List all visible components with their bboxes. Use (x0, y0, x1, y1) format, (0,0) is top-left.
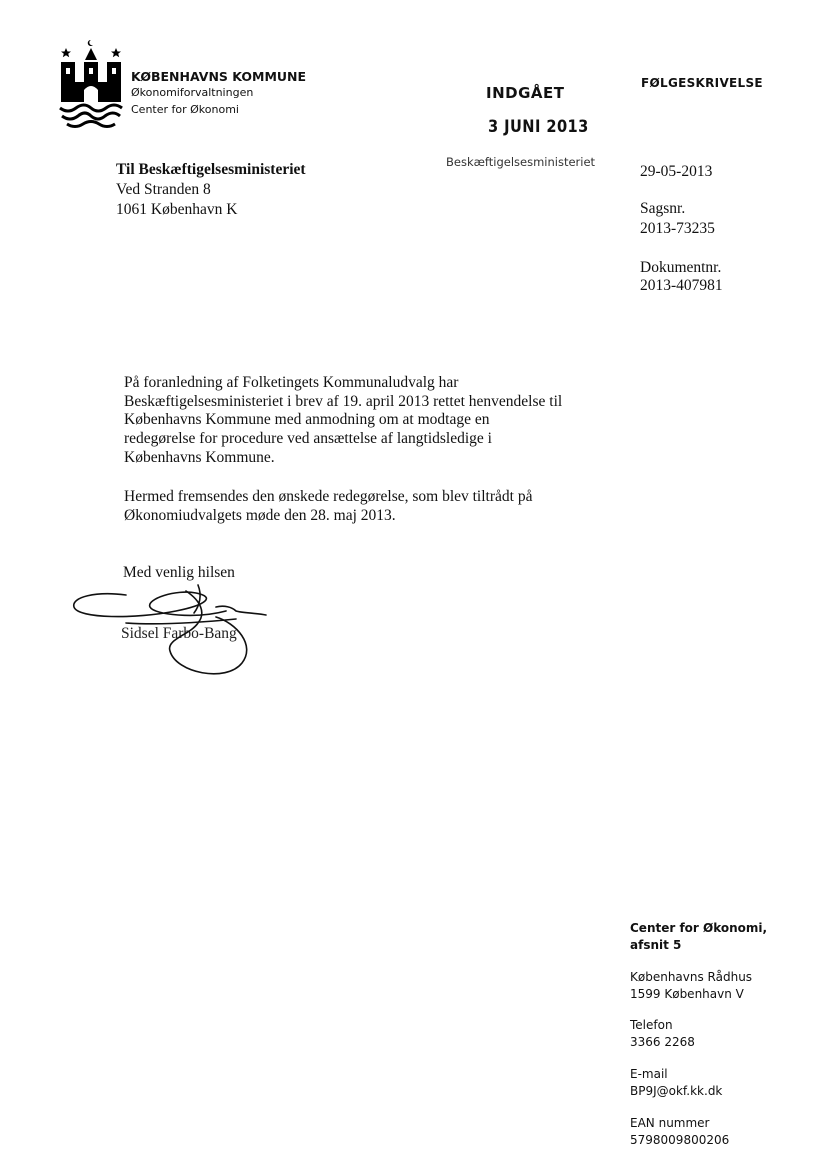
footer-email-value: BP9J@okf.kk.dk (630, 1083, 723, 1098)
footer-email-label: E-mail (630, 1067, 668, 1081)
body-line: Økonomiudvalgets møde den 28. maj 2013. (124, 506, 396, 524)
signer-name: Sidsel Farbo-Bang (121, 625, 237, 642)
footer-title-line: afsnit 5 (630, 937, 682, 952)
body-line: Beskæftigelsesministeriet i brev af 19. april 2013 rettet henvendelse til (124, 392, 563, 410)
received-stamp-ministry: Beskæftigelsesministeriet (446, 155, 596, 169)
footer-address (630, 969, 752, 1002)
case-number-value: 2013-73235 (640, 220, 715, 237)
letter-date: 29-05-2013 (640, 163, 713, 180)
body-line: Københavns Kommune. (124, 448, 275, 466)
document-number-value: 2013-407981 (640, 277, 723, 294)
body-paragraph-1 (124, 374, 562, 468)
body-line: redegørelse for procedure ved ansættelse af langtidsledige i (124, 430, 492, 448)
body-line: På foranledning af Folketingets Kommunaludvalg har (124, 374, 459, 391)
footer-phone-label: Telefon (630, 1018, 673, 1032)
received-stamp-label: INDGÅET (486, 84, 565, 102)
body-line: Hermed fremsendes den ønskede redegørelse, som blev tiltrådt på (124, 488, 533, 505)
footer-ean-value: 5798009800206 (630, 1132, 730, 1147)
footer-phone (630, 1017, 695, 1050)
organization-department: Økonomiforvaltningen (131, 86, 254, 99)
recipient-name: Til Beskæftigelsesministeriet (116, 161, 306, 178)
organization-name: KØBENHAVNS KOMMUNE (131, 69, 307, 84)
footer-department (630, 920, 767, 953)
received-stamp-date: 3 JUNI 2013 (488, 117, 589, 137)
document-type-heading: FØLGESKRIVELSE (641, 76, 763, 90)
recipient-city: 1061 København K (116, 201, 238, 218)
organization-center: Center for Økonomi (131, 103, 239, 116)
recipient-street: Ved Stranden 8 (116, 181, 211, 198)
closing-greeting: Med venlig hilsen (123, 564, 235, 581)
body-line: Københavns Kommune med anmodning om at modtage en (124, 411, 490, 429)
handwritten-signature (66, 583, 276, 693)
footer-phone-value: 3366 2268 (630, 1034, 695, 1049)
city-coat-of-arms-logo (58, 38, 124, 130)
footer-ean-label: EAN nummer (630, 1116, 710, 1130)
case-number-label: Sagsnr. (640, 200, 686, 217)
footer-address-line: Københavns Rådhus (630, 970, 753, 984)
document-number-label: Dokumentnr. (640, 259, 722, 276)
footer-address-line: 1599 København V (630, 986, 744, 1001)
footer-title-line: Center for Økonomi, (630, 921, 768, 935)
footer-ean (630, 1115, 729, 1148)
body-paragraph-2 (124, 488, 532, 525)
footer-email (630, 1066, 722, 1099)
